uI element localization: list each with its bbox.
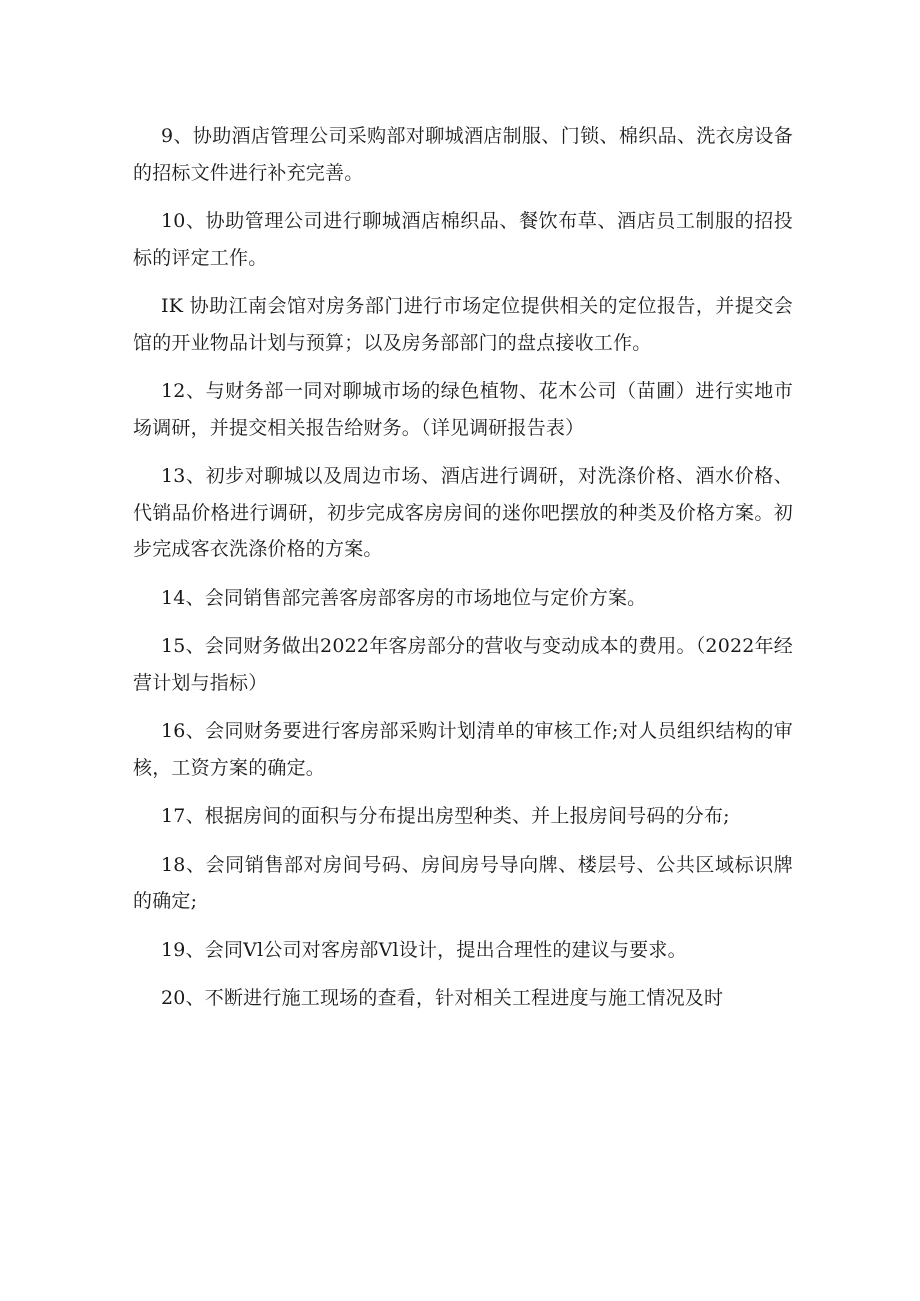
- item-text: 、会同销售部完善客房部客房的市场地位与定价方案。: [185, 586, 647, 609]
- item-number: 17: [161, 805, 186, 827]
- item-number: 19: [161, 938, 186, 961]
- document-body: [133, 118, 793, 1029]
- item-number: 14: [161, 586, 186, 609]
- item-number: 16: [161, 720, 186, 742]
- paragraph-item-9: [133, 118, 793, 191]
- item-text: 、不断进行施工现场的查看，针对相关工程进度与施工情况及时: [185, 987, 724, 1009]
- item-text: 、初步对聊城以及周边市场、酒店进行调研，对洗涤价格、酒水价格、代销品价格进行调研，初步完成客房房间的迷你吧摆放的种类及价格方案。初步完成客衣洗涤价格的方案。: [133, 465, 793, 560]
- paragraph-item-15: [133, 628, 793, 701]
- item-number: 18: [161, 853, 186, 876]
- item-text: 、协助酒店管理公司采购部对聊城酒店制服、门锁、棉织品、洗衣房设备的招标文件进行补充完善。: [133, 125, 793, 184]
- item-text: 协助江南会馆对房务部门进行市场定位提供相关的定位报告，并提交会馆的开业物品计划与预算；以及房务部部门的盘点接收工作。: [133, 295, 793, 354]
- paragraph-item-11: [133, 288, 793, 361]
- paragraph-item-17: [133, 798, 793, 835]
- item-number: 20: [161, 987, 186, 1009]
- paragraph-item-16: [133, 713, 793, 786]
- item-text: 、与财务部一同对聊城市场的绿色植物、花木公司（苗圃）进行实地市场调研，并提交相关报告给财务。（详见调研报告表）: [133, 380, 793, 439]
- item-text: 、根据房间的面积与分布提出房型种类、并上报房间号码的分布;: [185, 805, 730, 827]
- paragraph-item-19: [133, 932, 793, 969]
- item-text: 、会同销售部对房间号码、房间房号导向牌、楼层号、公共区域标识牌的确定;: [133, 853, 793, 912]
- paragraph-item-12: [133, 373, 793, 446]
- paragraph-item-13: [133, 458, 793, 568]
- item-text: 、会同财务做出2022年客房部分的营收与变动成本的费用。（2022年经营计划与指标）: [133, 635, 793, 694]
- item-number: 15: [161, 635, 186, 657]
- paragraph-item-20: [133, 980, 793, 1017]
- item-text: 、会同Vl公司对客房部Vl设计，提出合理性的建议与要求。: [185, 938, 687, 961]
- item-number: 12: [161, 380, 186, 402]
- paragraph-item-10: [133, 203, 793, 276]
- item-number: 10: [161, 210, 186, 232]
- paragraph-item-18: [133, 847, 793, 920]
- paragraph-item-14: [133, 580, 793, 617]
- item-text: 、协助管理公司进行聊城酒店棉织品、餐饮布草、酒店员工制服的招投标的评定工作。: [133, 210, 793, 269]
- item-number: 13: [161, 465, 186, 487]
- item-text: 、会同财务要进行客房部采购计划清单的审核工作;对人员组织结构的审核，工资方案的确定。: [133, 720, 793, 779]
- item-number: 9: [161, 125, 174, 147]
- item-number: IK: [161, 295, 184, 317]
